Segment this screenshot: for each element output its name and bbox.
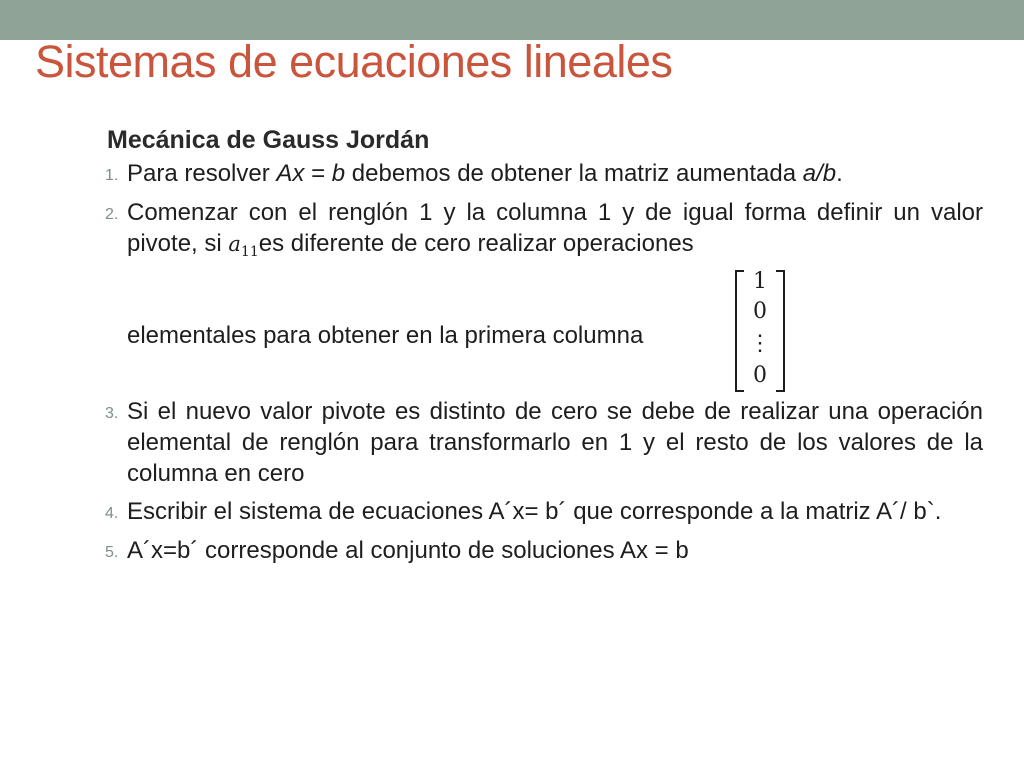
list-number: 2. <box>105 206 119 223</box>
item-text: Si el nuevo valor pivote es distinto de cero se debe de realizar una operación elemental de renglón para transformarlo en 1 y el resto de los valores de la columna en cero <box>127 398 983 488</box>
matrix-cell: 1 <box>753 269 767 295</box>
item-text: elementales para obtener en la primera columna <box>127 322 644 350</box>
matrix-line <box>127 268 983 396</box>
math-ax: Ax <box>276 160 305 187</box>
list-item-5 <box>105 535 983 566</box>
slide-content <box>105 122 983 566</box>
list-item-1 <box>105 158 983 189</box>
matrix-cell: ⋮ <box>749 331 771 357</box>
item-text: debemos de obtener la matriz aumentada <box>345 160 803 187</box>
item-text: Escribir el sistema de ecuaciones A´x= b´ que corresponde a la matriz A´/ b`. <box>127 498 942 526</box>
math-var: a <box>228 232 241 256</box>
column-vector <box>733 268 787 394</box>
list-number: 5. <box>105 544 119 562</box>
math-subscript: 11 <box>240 244 259 261</box>
list-item-4 <box>105 496 983 527</box>
item-text: A´x=b´ corresponde al conjunto de soluciones Ax = b <box>127 537 689 565</box>
math-augmented: a/b <box>802 160 837 187</box>
matrix-cell: 0 <box>753 299 767 325</box>
matrix-cell: 0 <box>753 363 767 389</box>
item-text: es diferente de cero realizar operaciones <box>258 230 694 257</box>
list-item-2 <box>105 197 983 396</box>
item-text: = <box>304 160 332 187</box>
list-item-3 <box>105 396 983 489</box>
item-text: . <box>836 160 843 187</box>
item-text: Comenzar con el renglón 1 y la columna 1 y de igual forma definir un valor pivote, si <box>127 199 983 257</box>
item-text: Para resolver <box>127 160 277 187</box>
list-number: 4. <box>105 505 119 523</box>
slide-subtitle: Mecánica de Gauss Jordán <box>107 126 430 154</box>
list-number: 1. <box>105 167 119 184</box>
slide-title: Sistemas de ecuaciones lineales <box>35 36 673 87</box>
list-number: 3. <box>105 405 119 423</box>
math-a11 <box>228 232 259 261</box>
math-b: b <box>331 160 346 187</box>
